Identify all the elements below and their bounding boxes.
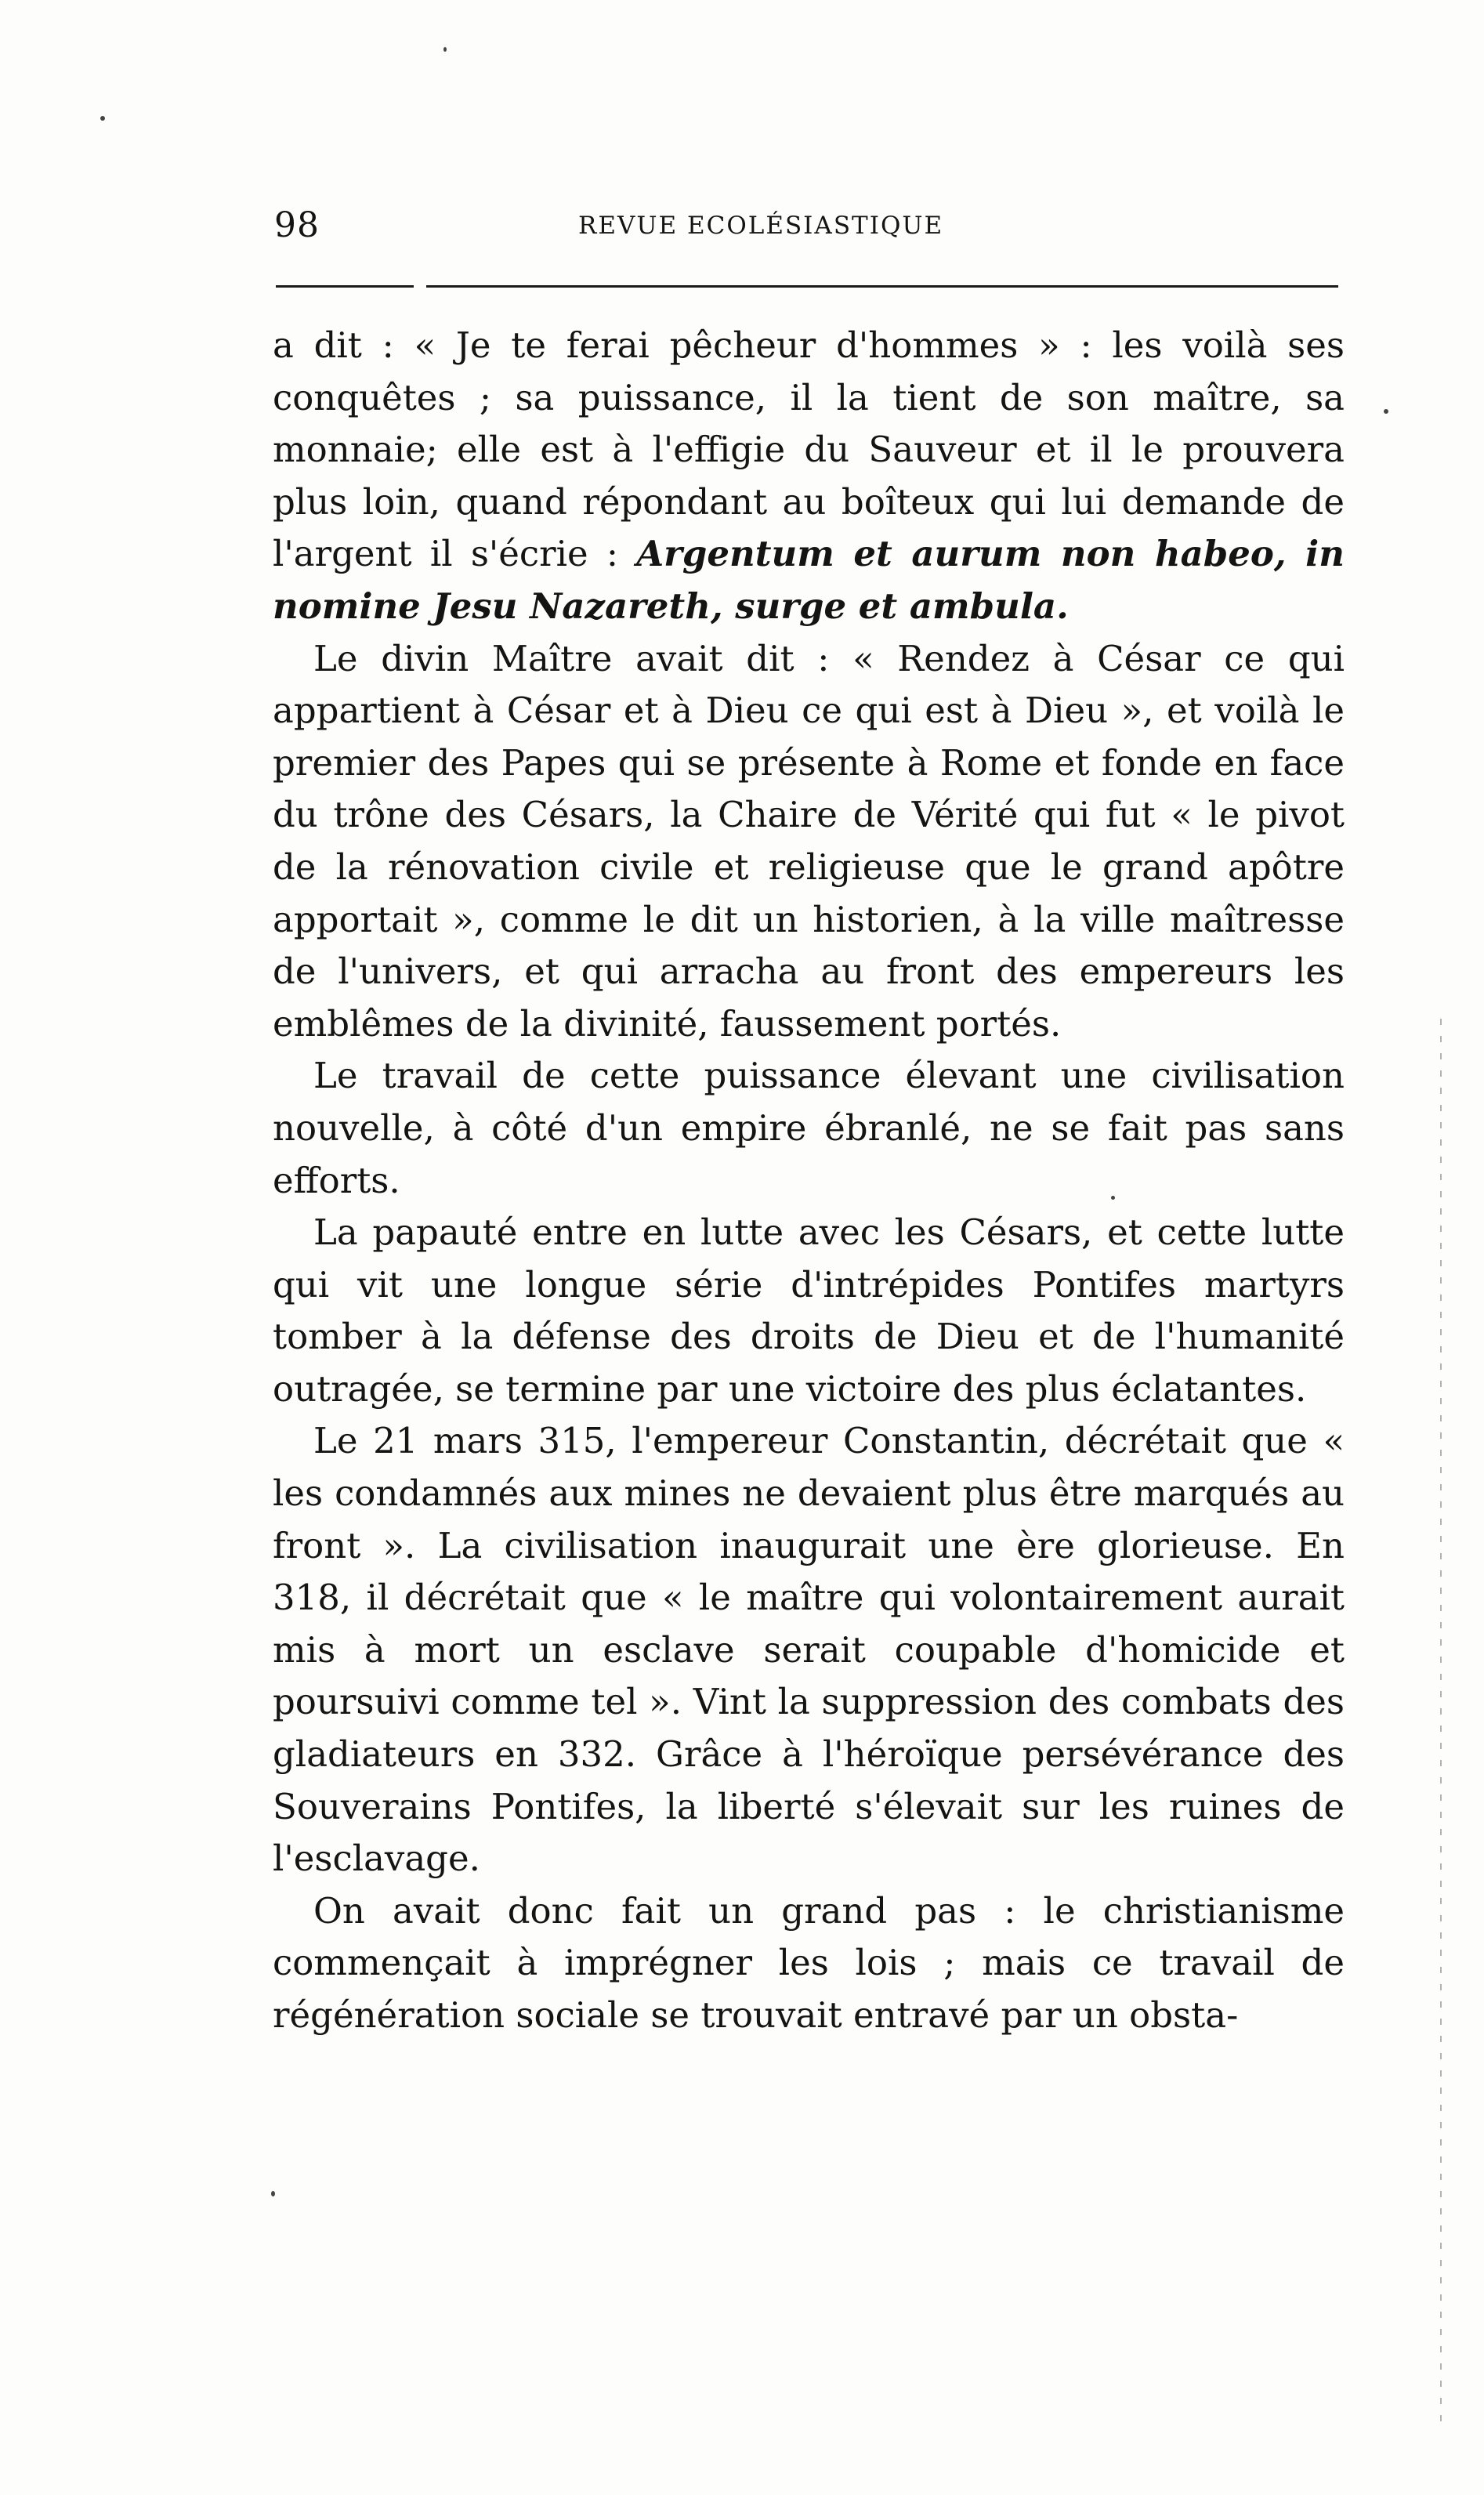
body-text — [273, 320, 1345, 2042]
paragraph-2: Le divin Maître avait dit : « Rendez à César ce qui appartient à César et à Dieu ce qui est à Dieu », et voilà le premier des Papes qui se présente à Rome et fonde en face du trône des Césars, la Chaire de Vérité qui fut « le pivot de la rénovation civile et religieuse que le grand apôtre apportait », comme le dit un historien, à la ville maîtresse de l'univers, et qui arracha au front des empereurs les emblêmes de la divinité, faussement portés. — [273, 637, 1345, 1045]
paragraph-4: La papauté entre en lutte avec les Césars, et cette lutte qui vit une longue série d'intrépides Pontifes martyrs tomber à la défense des droits de Dieu et de l'humanité outragée, se termine par une victoire des plus éclatantes. — [273, 1211, 1345, 1410]
paragraph-1-text: a dit : « Je te ferai pêcheur d'hommes » : les voilà ses conquêtes ; sa puissance, il la tient de son maître, sa monnaie; elle est à l'effigie du Sauveur et il le prouvera plus loin, quand répondant au boîteux qui lui demande de l'argent il s'écrie : — [273, 324, 1345, 575]
journal-title: REVUE ECOLÉSIASTIQUE — [578, 212, 944, 240]
running-head — [274, 205, 1340, 252]
scan-speck — [1111, 1196, 1115, 1200]
page-number: 98 — [274, 205, 320, 245]
paragraph-1 — [273, 320, 1345, 633]
paragraph-5: Le 21 mars 315, l'empereur Constantin, décrétait que « les condamnés aux mines ne devaient plus être marqués au front ». La civilisation inaugurait une ère glorieuse. En 318, il décrétait que « le maître qui volontairement aurait mis à mort un esclave serait coupable d'homicide et poursuivi comme tel ». Vint la suppression des combats des gladiateurs en 332. Grâce à l'héroïque persévérance des Souverains Pontifes, la liberté s'élevait sur les ruines de l'esclavage. — [273, 1420, 1345, 1880]
scan-speck — [100, 116, 105, 121]
scan-speck — [443, 47, 447, 52]
scan-speck — [1384, 409, 1388, 414]
scan-edge-line — [1440, 1019, 1442, 2429]
paragraph-3: Le travail de cette puissance élevant une civilisation nouvelle, à côté d'un empire ébranlé, ne se fait pas sans efforts. — [273, 1055, 1345, 1201]
latin-quote: Argentum et aurum non habeo, in nomine Jesu Nazareth, surge et ambula. — [273, 533, 1345, 627]
header-rule-left — [276, 285, 414, 288]
paragraph-6: On avait donc fait un grand pas : le christianisme commençait à imprégner les lois ; mais ce travail de régénération sociale se trouvait entravé par un obsta- — [273, 1889, 1345, 2036]
header-rule-right — [426, 285, 1338, 288]
scan-speck — [271, 2191, 275, 2196]
